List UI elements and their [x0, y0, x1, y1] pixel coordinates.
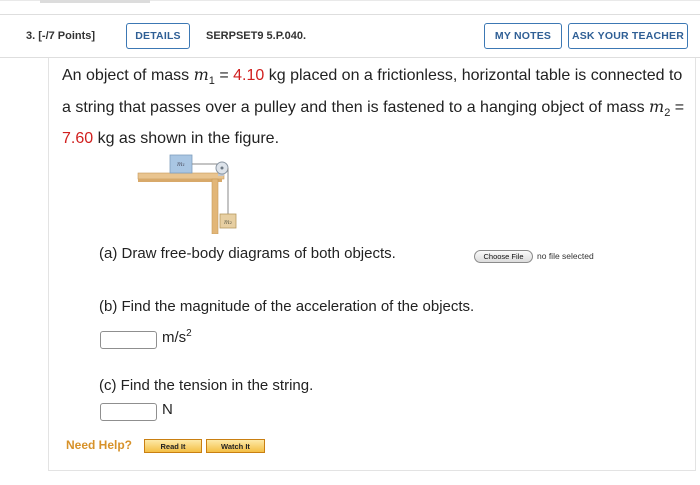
my-notes-button[interactable]: MY NOTES: [484, 23, 562, 49]
question-header: [0, 14, 700, 58]
read-it-button[interactable]: Read It: [144, 439, 202, 453]
no-file-selected-text: no file selected: [537, 251, 594, 261]
question-number: 3.: [26, 30, 36, 42]
m2-subscript: 2: [664, 107, 671, 120]
previous-question-divider: [40, 0, 150, 3]
problem-statement: [62, 62, 687, 152]
question-number-points: [26, 30, 95, 42]
table-underside: [138, 179, 222, 182]
part-a-prompt: (a) Draw free-body diagrams of both objects.: [99, 245, 396, 262]
part-c-answer-field[interactable]: [100, 403, 157, 421]
part-c-unit: N: [162, 401, 173, 418]
part-b-unit-base: m/s: [162, 329, 187, 346]
watch-it-button[interactable]: Watch It: [206, 439, 265, 453]
block-m2-label: m₂: [223, 219, 233, 226]
part-b-prompt: (b) Find the magnitude of the acceleration of the objects.: [99, 298, 475, 315]
m2-variable: m: [649, 97, 665, 117]
m1-subscript: 1: [208, 75, 215, 88]
question-code: SERPSET9 5.P.040.: [206, 30, 307, 42]
pulley-figure: [136, 148, 248, 234]
part-c-prompt: (c) Find the tension in the string.: [99, 377, 314, 394]
m2-value: 7.60: [62, 130, 94, 148]
m1-variable: m: [193, 65, 209, 84]
table-leg: [212, 179, 218, 234]
part-b-answer-field[interactable]: [100, 331, 157, 349]
problem-text-3: kg as shown in the figure.: [93, 130, 280, 148]
equals-1: =: [214, 67, 234, 84]
problem-text-1: An object of mass: [62, 67, 194, 84]
pulley-axle: [221, 167, 224, 170]
block-m1-label: m₁: [176, 161, 186, 168]
question-points: [-/7 Points]: [38, 30, 96, 42]
details-button[interactable]: DETAILS: [126, 23, 190, 49]
part-b-unit-exponent: 2: [186, 328, 192, 339]
m1-value: 4.10: [233, 67, 265, 84]
problem-text-2: kg placed on a frictionless, horizontal table is connected to a string that passes over a pulley and then is fastened to a hanging object of mass: [62, 67, 683, 117]
equals-2: =: [670, 99, 685, 117]
need-help-label: Need Help?: [66, 438, 133, 452]
ask-your-teacher-button[interactable]: ASK YOUR TEACHER: [568, 23, 688, 49]
choose-file-button[interactable]: Choose File: [474, 250, 533, 263]
table-top: [138, 173, 224, 179]
part-b-unit: [162, 328, 192, 346]
